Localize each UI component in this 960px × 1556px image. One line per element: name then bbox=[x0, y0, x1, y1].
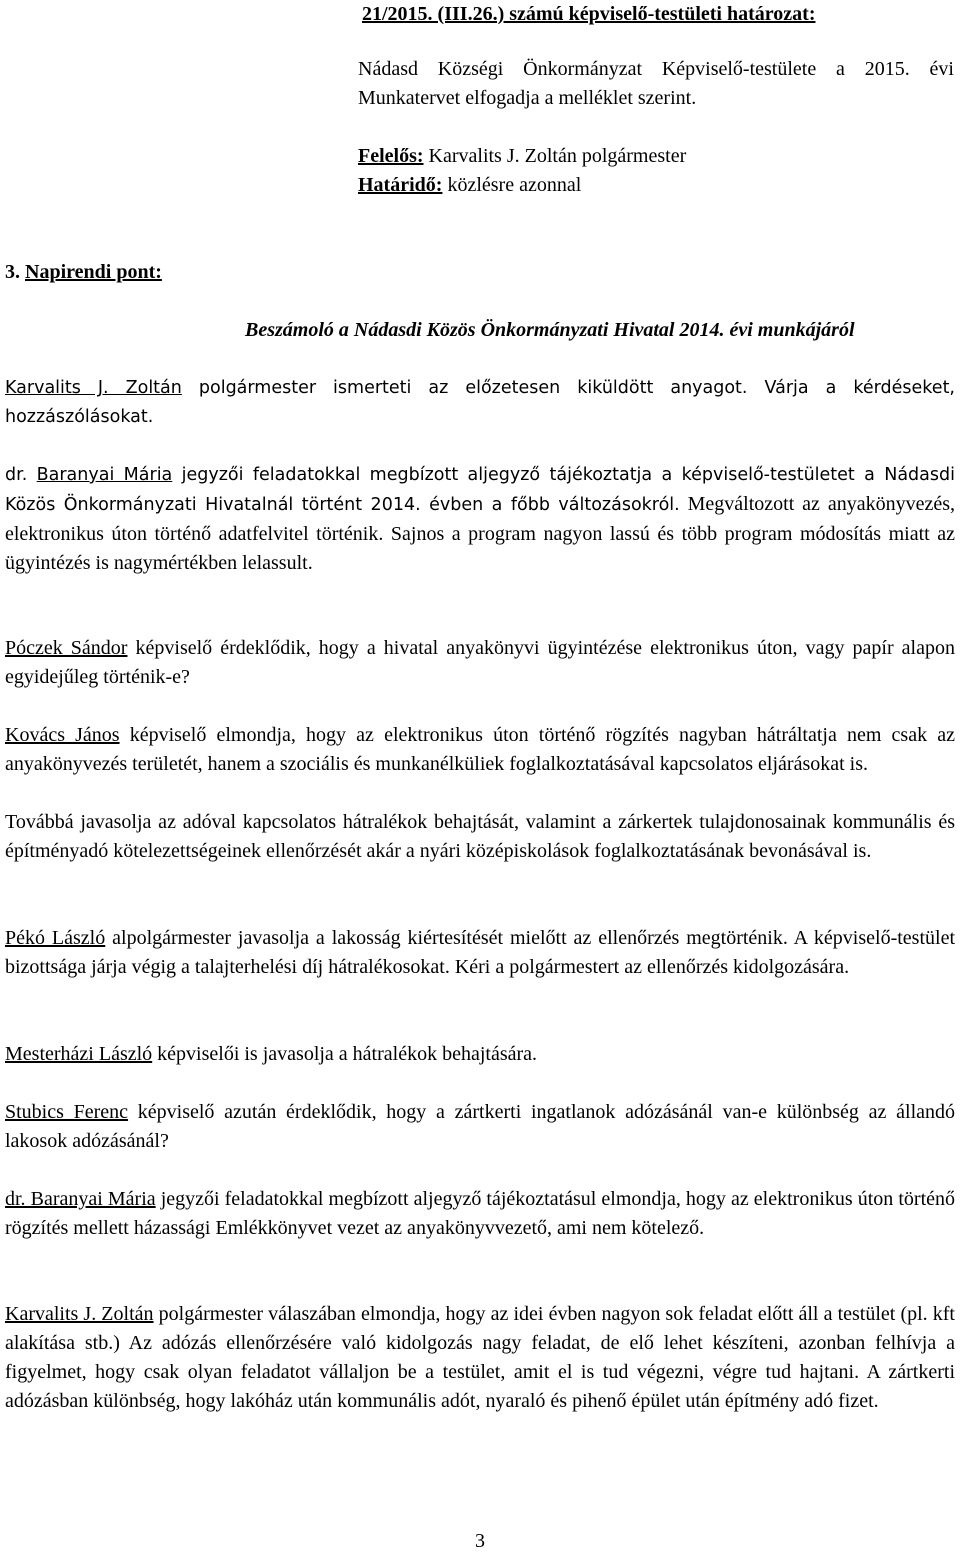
paragraph-1 bbox=[5, 374, 955, 432]
resolution-text: Nádasd Községi Önkormányzat Képviselő-testülete a 2015. évi Munkatervet elfogadja a melléklet szerint. bbox=[358, 58, 954, 109]
speaker-name: Stubics Ferenc bbox=[5, 1101, 129, 1123]
speaker-name: Karvalits J. Zoltán bbox=[5, 378, 182, 398]
responsible-value: Karvalits J. Zoltán polgármester bbox=[423, 145, 687, 167]
speaker-name: Kovács János bbox=[5, 724, 120, 746]
paragraph-text: jegyzői feladatokkal megbízott aljegyző tájékoztatásul elmondja, hogy az elektronikus úton történő rögzítés mellett házassági Emlékkönyvet vezet az anyakönyvvezető, ami nem kötelező. bbox=[5, 1188, 956, 1239]
speaker-name: Pékó László bbox=[5, 927, 106, 949]
agenda-number: 3. bbox=[5, 261, 25, 283]
deadline-label: Határidő: bbox=[358, 174, 443, 196]
page-number: 3 bbox=[475, 1530, 485, 1552]
paragraph-3 bbox=[5, 634, 955, 692]
paragraph-2 bbox=[5, 461, 955, 578]
speaker-prefix: dr. bbox=[5, 465, 37, 485]
paragraph-text: alpolgármester javasolja a lakosság kiértesítését mielőtt az ellenőrzés megtörténik. A képviselő-testület bizottsága járja végig a talajterhelési díj hátralékosokat. Kéri a polgármestert az ellenőrzés kidolgozására. bbox=[5, 927, 955, 978]
speaker-name: Baranyai Mária bbox=[36, 465, 173, 485]
paragraph-text: képviselő azután érdeklődik, hogy a zártkerti ingatlanok adózásánál van-e különbség az állandó lakosok adózásánál? bbox=[5, 1101, 956, 1152]
deadline-line bbox=[358, 171, 581, 200]
agenda-label: Napirendi pont: bbox=[25, 261, 162, 283]
paragraph-9 bbox=[5, 1300, 955, 1416]
agenda-heading bbox=[5, 258, 162, 287]
paragraph-text: jegyzői feladatokkal megbízott aljegyző tájékoztatja a képviselő-testületet a Nádasdi Közös Önkormányzati Hivatalnál történt 2014. évben a főbb változásokról. bbox=[5, 465, 955, 515]
paragraph-4-continued: Továbbá javasolja az adóval kapcsolatos hátralékok behajtását, valamint a zárkertek tulajdonosainak kommunális és építményadó kötelezettségeinek ellenőrzését akár a nyári középiskolások foglalkoztatásának bevonásával is. bbox=[5, 811, 955, 862]
speaker-name: Mesterházi László bbox=[5, 1043, 153, 1065]
speaker-name: Karvalits J. Zoltán bbox=[5, 1303, 154, 1325]
paragraph-text: polgármester válaszában elmondja, hogy az idei évben nagyon sok feladat előtt áll a testület (pl. kft alakítása stb.) Az adózás ellenőrzésére való kidolgozás nagy feladat, de elő lehet készíteni, azonban felhívja a figyelmet, hogy csak olyan feladatot vállaljon be a testület, amit el is tud végezni, végre tud hajtani. A zártkerti adózásban különbség, hogy lakóház után kommunális adót, nyaraló és pihenő épület után építmény adó fizet. bbox=[5, 1303, 955, 1412]
paragraph-text: képviselő érdeklődik, hogy a hivatal anyakönyvi ügyintézése elektronikus úton, vagy papír alapon egyidejűleg történik-e? bbox=[5, 637, 955, 688]
paragraph-text: polgármester ismerteti az előzetesen kiküldött anyagot. Várja a kérdéseket, hozzászólásokat. bbox=[5, 378, 955, 427]
deadline-value: közlésre azonnal bbox=[442, 174, 582, 196]
speaker-name: Póczek Sándor bbox=[5, 637, 128, 659]
paragraph-text-continued: Megváltozott az anyakönyvezés, elektronikus úton történő adatfelvitel történik. Sajnos a program nagyon lassú és több program módosítás miatt az ügyintézés is nagymértékben lelassult. bbox=[5, 493, 955, 574]
speaker-name: dr. Baranyai Mária bbox=[5, 1188, 156, 1210]
resolution-title: 21/2015. (III.26.) számú képviselő-testületi határozat: bbox=[362, 3, 816, 25]
responsible-line bbox=[358, 142, 686, 171]
paragraph-text: képviselő elmondja, hogy az elektronikus úton történő rögzítés nagyban hátráltatja nem csak az anyakönyvezés területét, hanem a szociális és munkanélküliek foglalkoztatásával kapcsolatos eljárásokat is. bbox=[5, 724, 955, 775]
paragraph-7 bbox=[5, 1098, 955, 1156]
paragraph-6 bbox=[5, 1040, 955, 1069]
responsible-label: Felelős: bbox=[358, 145, 424, 167]
paragraph-text: képviselői is javasolja a hátralékok behajtására. bbox=[152, 1043, 538, 1065]
paragraph-5 bbox=[5, 924, 955, 982]
paragraph-8 bbox=[5, 1185, 955, 1243]
agenda-subject: Beszámoló a Nádasdi Közös Önkormányzati Hivatal 2014. évi munkájáról bbox=[245, 319, 855, 341]
paragraph-4 bbox=[5, 721, 955, 779]
